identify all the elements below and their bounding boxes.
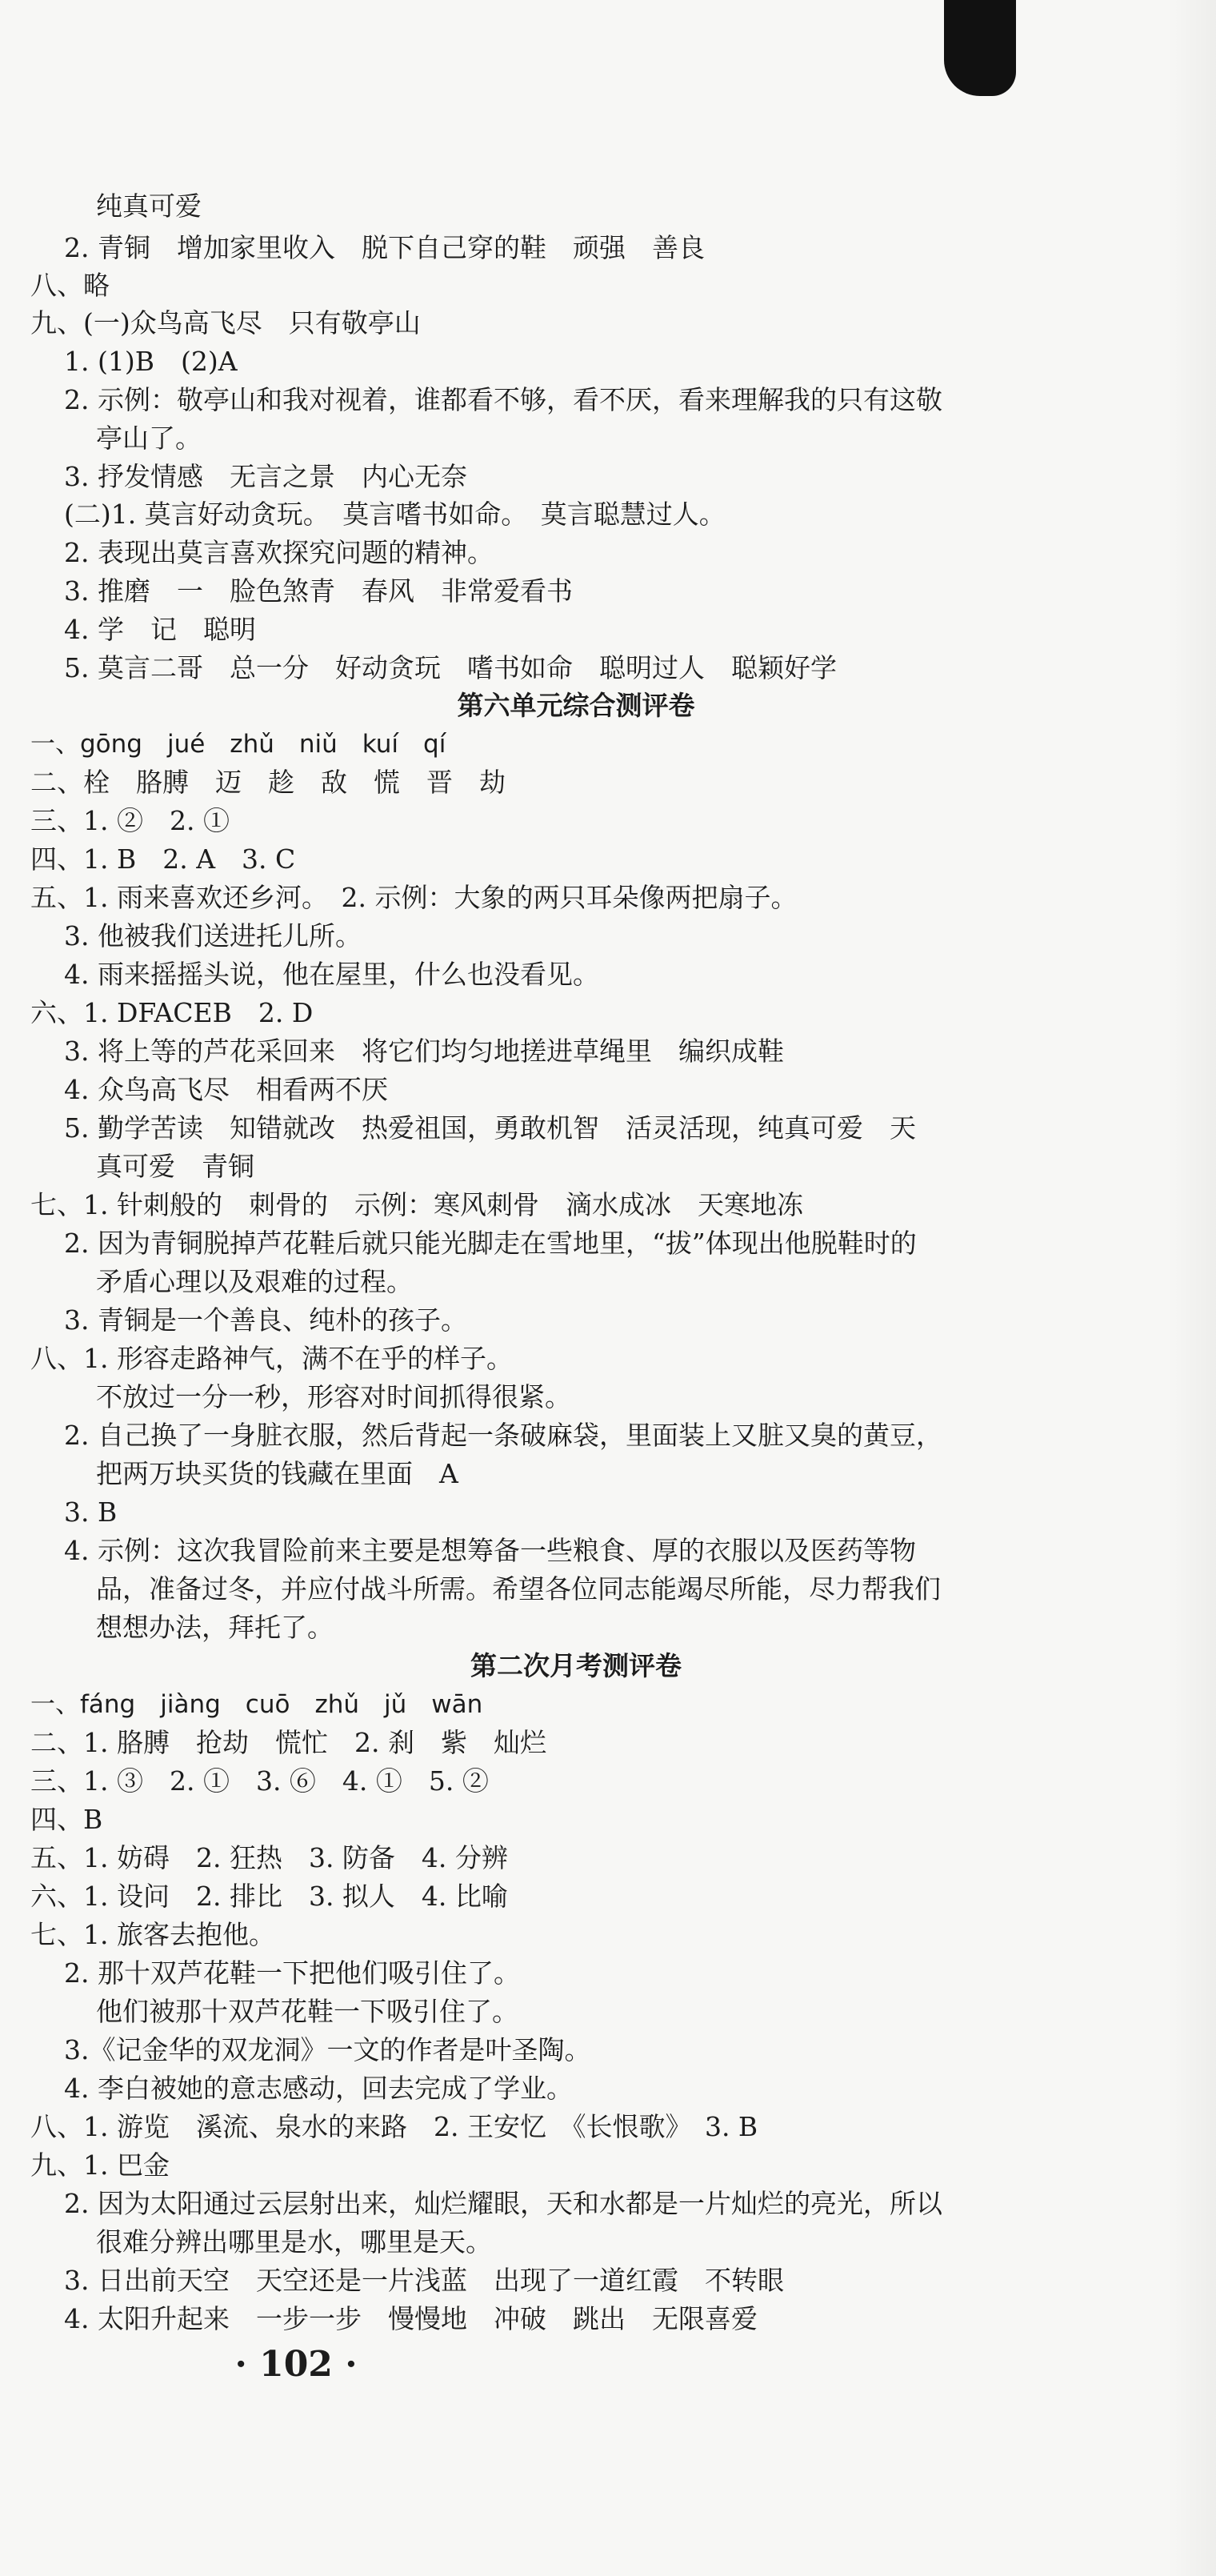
answer-line: 4. 太阳升起来 一步一步 慢慢地 冲破 跳出 无限喜爱: [64, 2303, 758, 2334]
answer-line: 真可爱 青铜: [96, 1151, 254, 1182]
answer-line: 4. 雨来摇摇头说，他在屋里，什么也没看见。: [64, 959, 599, 990]
answer-line: 七、1. 旅客去抱他。: [30, 1919, 275, 1950]
page-edge-shadow: [1168, 0, 1216, 2576]
answer-line: 3. 抒发情感 无言之景 内心无奈: [64, 461, 467, 492]
answer-line: 八、1. 游览 溪流、泉水的来路 2. 王安忆 《长恨歌》 3. B: [30, 2111, 758, 2142]
answer-line: 四、1. B 2. A 3. C: [30, 843, 296, 875]
answer-line: 不放过一分一秒，形容对时间抓得很紧。: [96, 1381, 571, 1412]
answer-line: 三、1. ③ 2. ① 3. ⑥ 4. ① 5. ②: [30, 1765, 489, 1797]
answer-line: 2. 示例：敬亭山和我对视着，谁都看不够，看不厌，看来理解我的只有这敬: [64, 384, 942, 415]
answer-line: 想想办法，拜托了。: [96, 1612, 334, 1643]
answer-line: 3. 青铜是一个善良、纯朴的孩子。: [64, 1304, 467, 1336]
answer-line: 六、1. 设问 2. 排比 3. 拟人 4. 比喻: [30, 1881, 508, 1912]
answer-line: 二、栓 胳膊 迈 趁 敌 慌 晋 劫: [30, 767, 506, 798]
answer-line: 八、1. 形容走路神气，满不在乎的样子。: [30, 1343, 513, 1374]
answer-line: 2. 因为青铜脱掉芦花鞋后就只能光脚走在雪地里，“拔”体现出他脱鞋时的: [64, 1228, 917, 1259]
answer-line: 3. 推磨 一 脸色煞青 春风 非常爱看书: [64, 575, 573, 607]
answer-line: 一、fáng jiàng cuō zhǔ jǔ wān: [30, 1690, 483, 1719]
answer-line: 五、1. 妨碍 2. 狂热 3. 防备 4. 分辨: [30, 1842, 508, 1873]
answer-line: 九、1. 巴金: [30, 2149, 170, 2181]
answer-line: 把两万块买货的钱藏在里面 A: [96, 1458, 458, 1489]
answer-line: 2. 自己换了一身脏衣服，然后背起一条破麻袋，里面装上又脏又臭的黄豆，: [64, 1420, 942, 1451]
section-title: 第六单元综合测评卷: [457, 690, 695, 721]
answer-line: 3.《记金华的双龙洞》一文的作者是叶圣陶。: [64, 2034, 591, 2065]
answer-line: 九、(一)众鸟高飞尽 只有敬亭山: [30, 307, 421, 339]
answer-line: 4. 学 记 聪明: [64, 614, 256, 645]
answer-line: 4. 示例：这次我冒险前来主要是想筹备一些粮食、厚的衣服以及医药等物: [64, 1535, 916, 1566]
answer-line: 5. 莫言二哥 总一分 好动贪玩 嗜书如命 聪明过人 聪颖好学: [64, 652, 837, 683]
answer-line: 矛盾心理以及艰难的过程。: [96, 1266, 413, 1297]
ink-blot: [944, 0, 1016, 96]
answer-line: 三、1. ② 2. ①: [30, 805, 230, 836]
answer-line: 很难分辨出哪里是水，哪里是天。: [96, 2226, 492, 2258]
answer-line: 五、1. 雨来喜欢还乡河。 2. 示例：大象的两只耳朵像两把扇子。: [30, 882, 798, 913]
answer-line: 品，准备过冬，并应付战斗所需。希望各位同志能竭尽所能，尽力帮我们: [96, 1573, 941, 1604]
answer-line: 七、1. 针刺般的 刺骨的 示例：寒风刺骨 滴水成冰 天寒地冻: [30, 1189, 803, 1220]
answer-line: 八、略: [30, 270, 110, 301]
answer-line: 1. (1)B (2)A: [64, 346, 238, 377]
answer-line: 2. 青铜 增加家里收入 脱下自己穿的鞋 顽强 善良: [64, 232, 705, 263]
answer-line: (二)1. 莫言好动贪玩。 莫言嗜书如命。 莫言聪慧过人。: [64, 499, 726, 530]
answer-line: 2. 表现出莫言喜欢探究问题的精神。: [64, 537, 494, 568]
answer-line: 3. B: [64, 1496, 118, 1528]
answer-line: 他们被那十双芦花鞋一下吸引住了。: [96, 1996, 518, 2027]
answer-line: 2. 那十双芦花鞋一下把他们吸引住了。: [64, 1957, 520, 1989]
answer-line: 3. 日出前天空 天空还是一片浅蓝 出现了一道红霞 不转眼: [64, 2265, 784, 2296]
answer-line: 一、gōng jué zhǔ niǔ kuí qí: [30, 730, 446, 759]
answer-line: 四、B: [30, 1804, 103, 1835]
answer-line: 六、1. DFACEB 2. D: [30, 997, 314, 1028]
answer-line: 3. 他被我们送进托儿所。: [64, 920, 362, 951]
answer-line: 5. 勤学苦读 知错就改 热爱祖国，勇敢机智 活灵活现，纯真可爱 天: [64, 1112, 916, 1144]
page-number: · 102 ·: [234, 2344, 358, 2385]
answer-line: 3. 将上等的芦花采回来 将它们均匀地搓进草绳里 编织成鞋: [64, 1036, 784, 1067]
answer-line: 2. 因为太阳通过云层射出来，灿烂耀眼，天和水都是一片灿烂的亮光，所以: [64, 2188, 942, 2219]
section-title: 第二次月考测评卷: [470, 1650, 682, 1681]
answer-line: 4. 众鸟高飞尽 相看两不厌: [64, 1074, 388, 1105]
answer-line: 亭山了。: [96, 423, 202, 454]
answer-line: 二、1. 胳膊 抢劫 慌忙 2. 刹 紫 灿烂: [30, 1727, 546, 1758]
answer-line: 纯真可爱: [96, 190, 202, 222]
answer-line: 4. 李白被她的意志感动，回去完成了学业。: [64, 2073, 573, 2104]
